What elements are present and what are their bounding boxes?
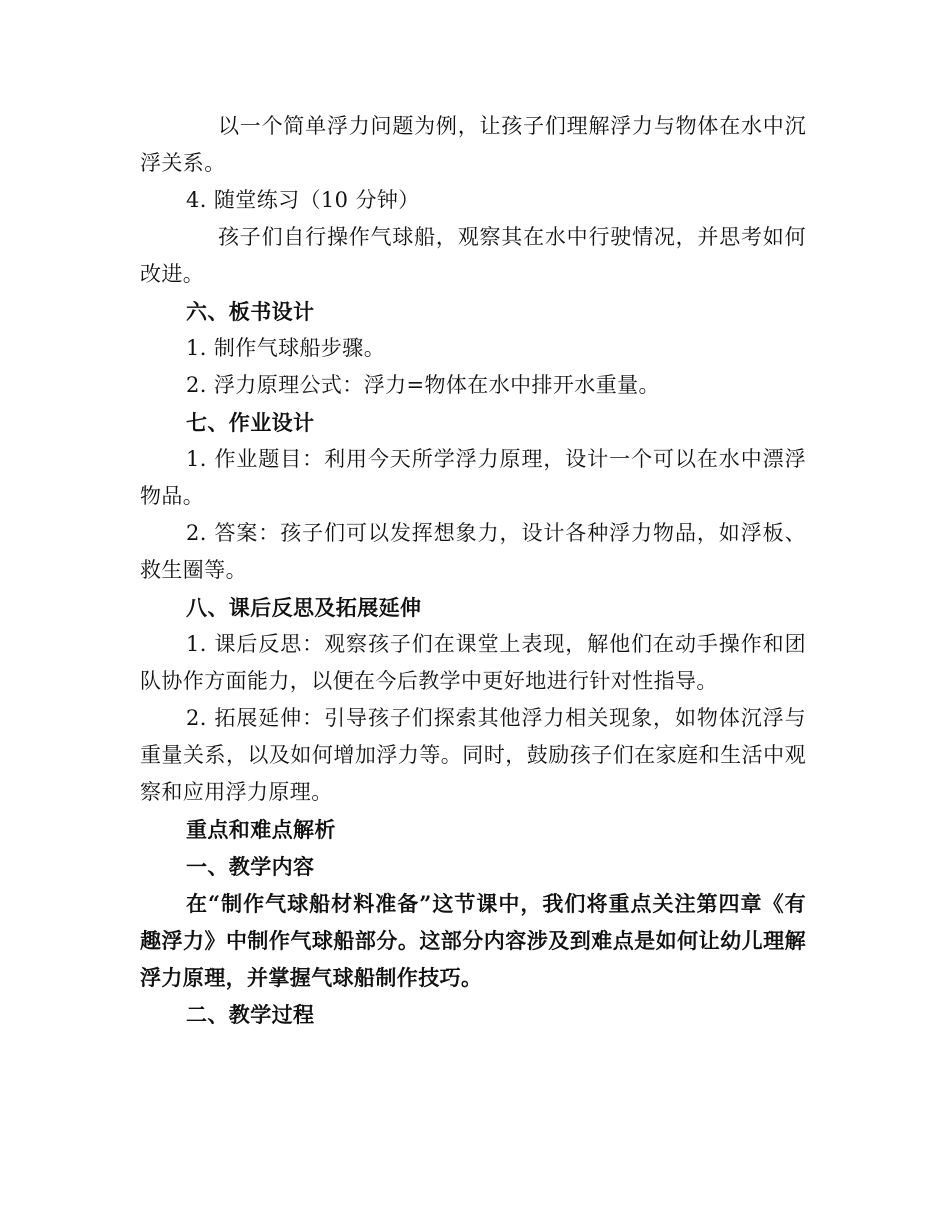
list-item-homework-2: 2. 答案：孩子们可以发挥想象力，设计各种浮力物品，如浮板、救生圈等。: [140, 521, 806, 582]
list-item-homework-1: 1. 作业题目：利用今天所学浮力原理，设计一个可以在水中漂浮物品。: [140, 447, 806, 508]
list-item-board-2: 2. 浮力原理公式：浮力=物体在水中排开水重量。: [186, 373, 660, 397]
paragraph-practice: 孩子们自行操作气球船，观察其在水中行驶情况，并思考如何改进。: [140, 225, 806, 286]
heading-teaching-content: 一、教学内容: [186, 854, 315, 879]
list-item-reflection-1: 1. 课后反思：观察孩子们在课堂上表现，解他们在动手操作和团队协作方面能力，以便在今后教学中更好地进行针对性指导。: [140, 632, 806, 693]
heading-homework-design: 七、作业设计: [186, 410, 315, 435]
heading-teaching-process: 二、教学过程: [186, 1002, 315, 1027]
heading-reflection: 八、课后反思及拓展延伸: [186, 595, 422, 620]
heading-board-design: 六、板书设计: [186, 299, 315, 324]
list-item-practice: 4. 随堂练习（10 分钟）: [186, 188, 420, 212]
paragraph-example: 以一个简单浮力问题为例，让孩子们理解浮力与物体在水中沉浮关系。: [140, 114, 806, 175]
list-item-board-1: 1. 制作气球船步骤。: [186, 336, 386, 360]
paragraph-key-content: 在“制作气球船材料准备”这节课中，我们将重点关注第四章《有趣浮力》中制作气球船部分。这部分内容涉及到难点是如何让幼儿理解浮力原理，并掌握气球船制作技巧。: [140, 891, 806, 990]
document-page: [140, 108, 806, 1033]
heading-key-points: 重点和难点解析: [186, 817, 336, 842]
list-item-reflection-2: 2. 拓展延伸：引导孩子们探索其他浮力相关现象，如物体沉浮与重量关系，以及如何增加浮力等。同时，鼓励孩子们在家庭和生活中观察和应用浮力原理。: [140, 706, 806, 804]
